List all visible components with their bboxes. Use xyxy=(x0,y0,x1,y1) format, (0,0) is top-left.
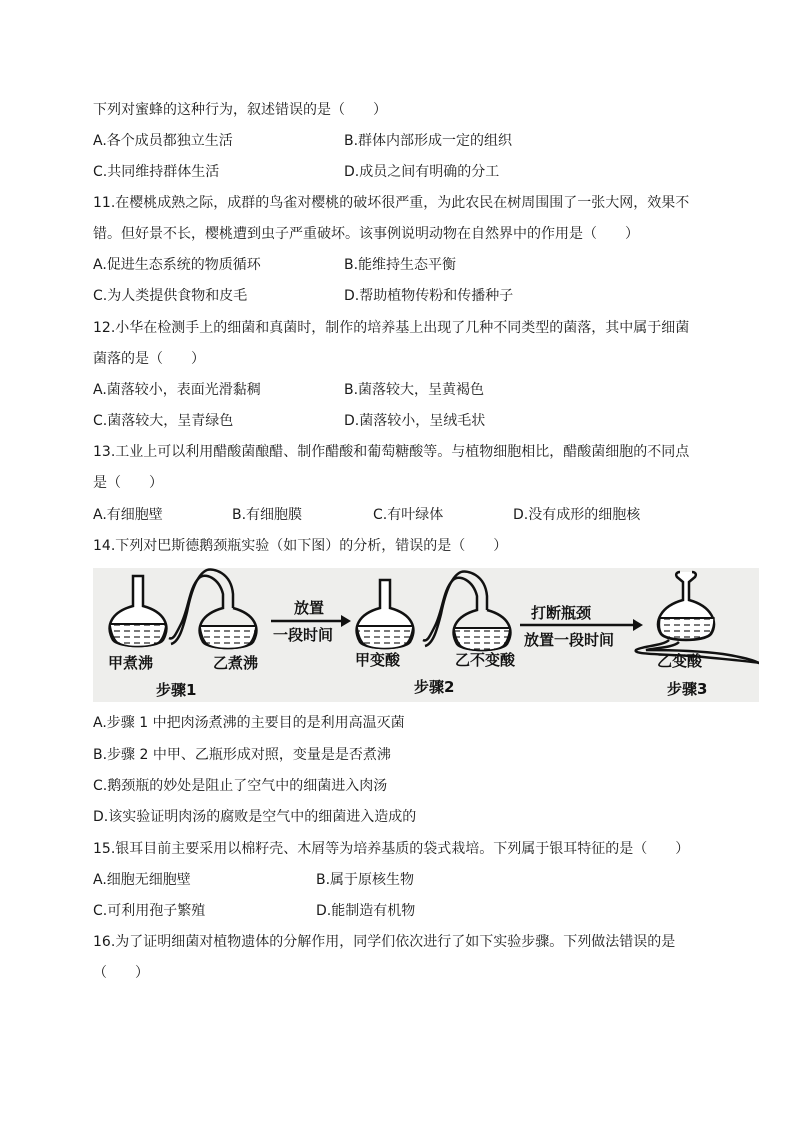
q13-option-d: D.没有成形的细胞核 xyxy=(513,507,641,523)
flask-yi-not-sour-icon xyxy=(423,572,510,651)
arrow1-top-label: 放置 xyxy=(294,599,325,617)
q11-option-a: A.促进生态系统的物质循环 xyxy=(93,257,261,273)
step2-label: 步骤2 xyxy=(414,678,455,696)
q14-option-a: A.步骤 1 中把肉汤煮沸的主要目的是利用高温灭菌 xyxy=(93,715,405,731)
q10-option-d: D.成员之间有明确的分工 xyxy=(344,164,500,180)
q15-option-d: D.能制造有机物 xyxy=(316,903,416,919)
q14-stem: 14.下列对巴斯德鹅颈瓶实验（如下图）的分析，错误的是（ ） xyxy=(93,538,508,554)
flask-yi-boil-icon xyxy=(169,570,256,649)
q15-option-b: B.属于原核生物 xyxy=(316,872,415,888)
q13-option-c: C.有叶绿体 xyxy=(373,507,444,523)
q11-option-b: B.能维持生态平衡 xyxy=(344,257,457,273)
q12-stem-line2: 菌落的是（ ） xyxy=(93,351,205,367)
flask-jia-boil-icon xyxy=(110,576,167,647)
q16-stem-line2: （ ） xyxy=(93,965,149,981)
q13-option-a: A.有细胞壁 xyxy=(93,507,163,523)
arrow2-top-label: 打断瓶颈 xyxy=(531,604,592,622)
flask-jia-sour-label: 甲变酸 xyxy=(355,651,401,669)
flask-yi-sour-label: 乙变酸 xyxy=(657,652,703,670)
q11-stem-line1: 11.在樱桃成熟之际，成群的鸟雀对樱桃的破坏很严重，为此农民在树周围围了一张大网，效果不 xyxy=(93,195,690,211)
q12-option-c: C.菌落较大，呈青绿色 xyxy=(93,413,234,429)
step1-label: 步骤1 xyxy=(156,681,197,699)
arrow1-bottom-label: 一段时间 xyxy=(273,626,334,644)
q11-option-c: C.为人类提供食物和皮毛 xyxy=(93,288,248,304)
q15-option-a: A.细胞无细胞壁 xyxy=(93,872,191,888)
q15-option-c: C.可利用孢子繁殖 xyxy=(93,903,206,919)
q13-stem-line1: 13.工业上可以利用醋酸菌酿醋、制作醋酸和葡萄糖酸等。与植物细胞相比，醋酸菌细胞的不同点 xyxy=(93,444,690,460)
flask-yi-not-sour-label: 乙不变酸 xyxy=(455,651,516,669)
q14-option-b: B.步骤 2 中甲、乙瓶形成对照，变量是是否煮沸 xyxy=(93,747,391,763)
q12-option-a: A.菌落较小，表面光滑黏稠 xyxy=(93,382,261,398)
q10-option-b: B.群体内部形成一定的组织 xyxy=(344,133,513,149)
q15-stem: 15.银耳目前主要采用以棉籽壳、木屑等为培养基质的袋式栽培。下列属于银耳特征的是（ ） xyxy=(93,841,690,857)
q14-option-c: C.鹅颈瓶的妙处是阻止了空气中的细菌进入肉汤 xyxy=(93,778,388,794)
q10-option-a: A.各个成员都独立生活 xyxy=(93,133,233,149)
flask-jia-sour-icon xyxy=(357,580,414,649)
pasteur-flask-figure xyxy=(93,568,759,702)
q12-option-d: D.菌落较小，呈绒毛状 xyxy=(344,413,486,429)
q10-stem: 下列对蜜蜂的这种行为，叙述错误的是（ ） xyxy=(93,102,387,118)
q11-option-d: D.帮助植物传粉和传播种子 xyxy=(344,288,514,304)
q16-stem-line1: 16.为了证明细菌对植物遗体的分解作用，同学们依次进行了如下实验步骤。下列做法错误的是 xyxy=(93,934,676,950)
q13-option-b: B.有细胞膜 xyxy=(232,507,303,523)
q13-stem-line2: 是（ ） xyxy=(93,475,163,491)
step3-label: 步骤3 xyxy=(667,680,708,698)
q11-stem-line2: 错。但好景不长，樱桃遭到虫子严重破坏。该事例说明动物在自然界中的作用是（ ） xyxy=(93,226,639,242)
q12-stem-line1: 12.小华在检测手上的细菌和真菌时，制作的培养基上出现了几种不同类型的菌落，其中属于细菌 xyxy=(93,320,690,336)
q14-option-d: D.该实验证明肉汤的腐败是空气中的细菌进入造成的 xyxy=(93,809,417,825)
flask-yi-boil-label: 乙煮沸 xyxy=(213,654,259,672)
q12-option-b: B.菌落较大，呈黄褐色 xyxy=(344,382,485,398)
q10-option-c: C.共同维持群体生活 xyxy=(93,164,220,180)
flask-jia-boil-label: 甲煮沸 xyxy=(108,654,154,672)
arrow2-bottom-label: 放置一段时间 xyxy=(524,631,615,649)
